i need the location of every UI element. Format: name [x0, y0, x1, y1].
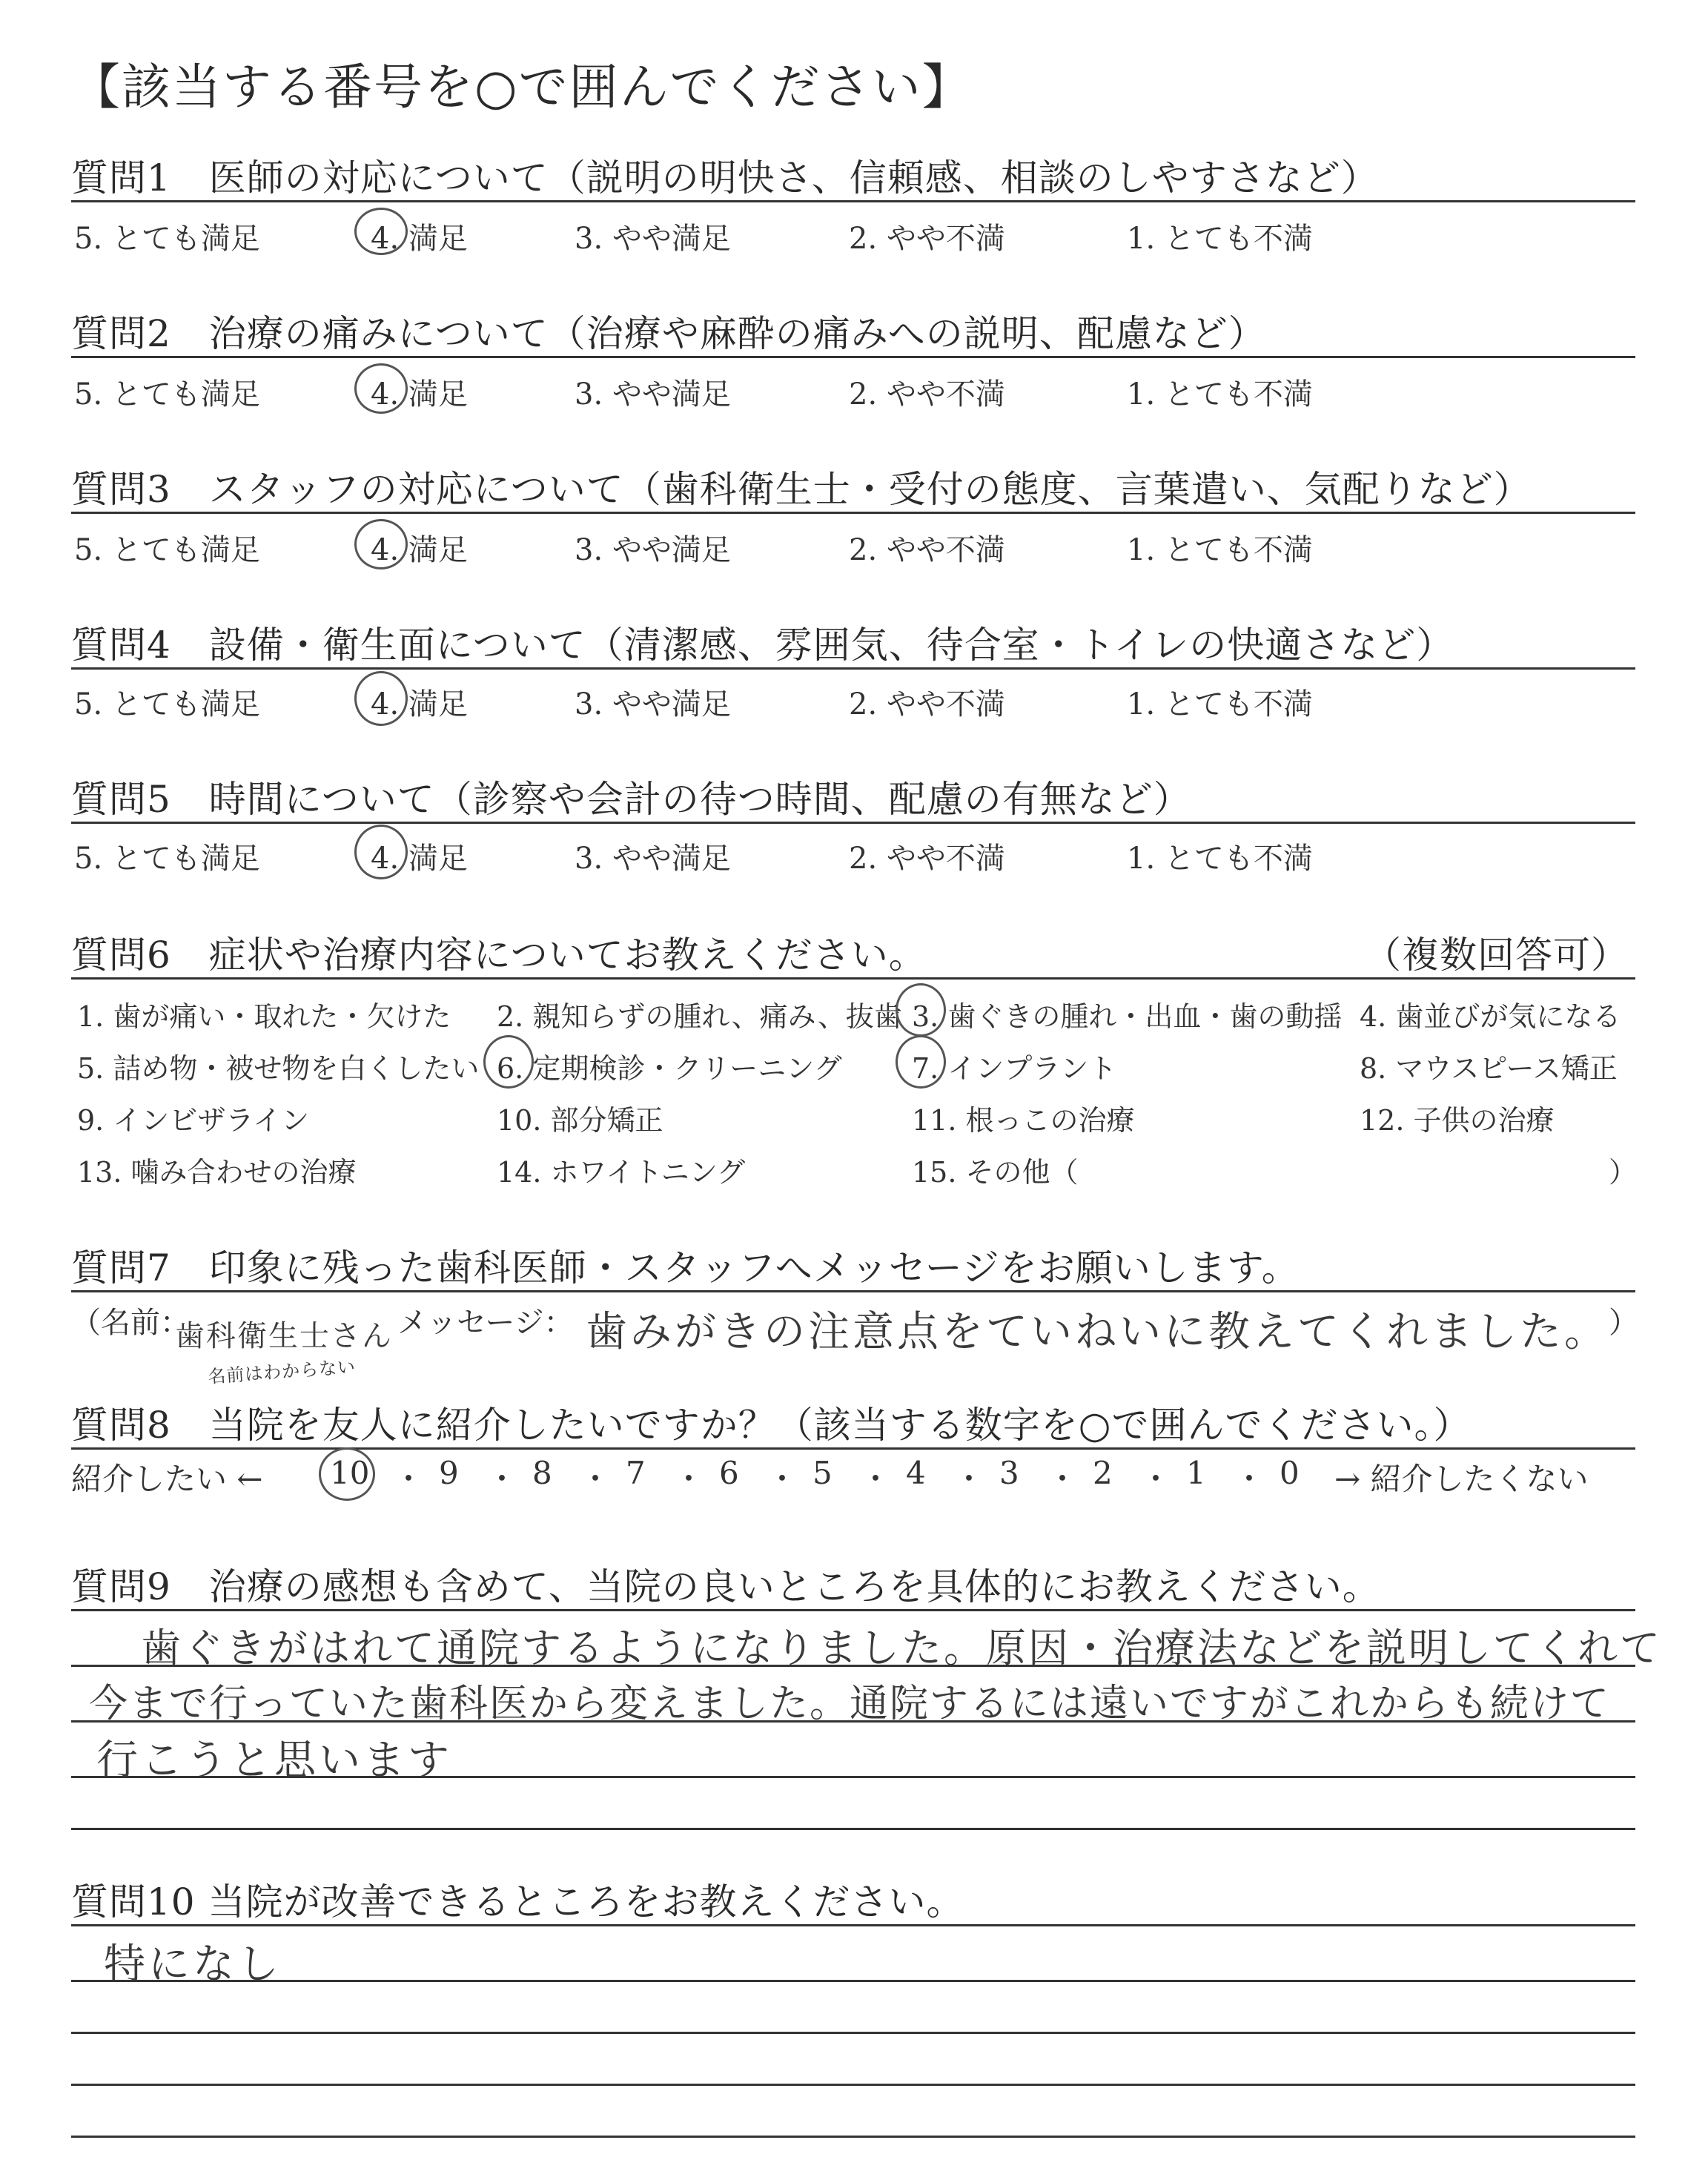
q2-opt4[interactable]: 4. 満足: [371, 377, 468, 412]
q2-opt5[interactable]: 5. とても満足: [74, 377, 260, 412]
q6-option-11[interactable]: 11. 根っこの治療: [912, 1104, 1135, 1137]
q6-option-10[interactable]: 10. 部分矯正: [497, 1104, 663, 1137]
q10-answer-rule: [71, 2084, 1635, 2086]
q8-sep: ・: [486, 1461, 518, 1497]
q6-option-3-circle: [896, 983, 946, 1037]
q8-sep: ・: [1234, 1461, 1265, 1497]
q1-opt3[interactable]: 3. やや満足: [575, 222, 731, 256]
q6-option-2[interactable]: 2. 親知らずの腫れ、痛み、抜歯: [497, 1000, 902, 1033]
q5-selected-circle: [354, 825, 408, 879]
q2-opt1[interactable]: 1. とても不満: [1127, 377, 1313, 412]
q2-opt2[interactable]: 2. やや不満: [849, 377, 1005, 412]
q2-opt3[interactable]: 3. やや満足: [575, 377, 731, 412]
q8-score-6[interactable]: 6: [719, 1455, 739, 1491]
q4-rule: [71, 667, 1635, 670]
q9-title: 質問9 治療の感想も含めて、当院の良いところを具体的にお教えください。: [71, 1565, 1380, 1608]
q8-score-3[interactable]: 3: [999, 1455, 1019, 1491]
q7-name-handwriting[interactable]: 歯科衛生士さん: [175, 1319, 393, 1353]
q9-answer-rule: [71, 1828, 1635, 1830]
q7-name-label: （名前：: [71, 1306, 190, 1340]
q8-score-7[interactable]: 7: [626, 1455, 646, 1491]
q6-option-15[interactable]: 15. その他（: [912, 1156, 1079, 1189]
q7-rule: [71, 1290, 1635, 1292]
q2-selected-circle: [354, 363, 408, 414]
q8-sep: ・: [953, 1461, 985, 1497]
q4-opt4[interactable]: 4. 満足: [371, 687, 468, 721]
q2-title: 質問2 治療の痛みについて（治療や麻酔の痛みへの説明、配慮など）: [71, 312, 1266, 355]
q4-opt2[interactable]: 2. やや不満: [849, 687, 1005, 721]
q9-answer-rule: [71, 1776, 1635, 1778]
q10-answer[interactable]: 特になし: [104, 1941, 282, 1989]
q5-opt5[interactable]: 5. とても満足: [74, 842, 260, 876]
q4-selected-circle: [354, 671, 408, 726]
q9-answer-line-2[interactable]: 今まで行っていた歯科医から変えました。通院するには遠いですがこれからも続けて: [89, 1682, 1611, 1726]
q8-score-1[interactable]: 1: [1186, 1455, 1206, 1491]
q8-score-4[interactable]: 4: [906, 1455, 926, 1491]
q10-answer-rule: [71, 2136, 1635, 2138]
q3-opt4[interactable]: 4. 満足: [371, 533, 468, 567]
q8-right-label: → 紹介したくない: [1334, 1461, 1589, 1497]
q8-left-label: 紹介したい ←: [71, 1461, 263, 1497]
q6-note: （複数回答可）: [1364, 934, 1629, 977]
q7-message-handwriting[interactable]: 歯みがきの注意点をていねいに教えてくれました。: [586, 1308, 1609, 1356]
q6-rule: [71, 977, 1635, 980]
q9-answer-rule: [71, 1720, 1635, 1723]
q8-score-2[interactable]: 2: [1093, 1455, 1113, 1491]
q8-sep: ・: [673, 1461, 705, 1497]
q8-score-5[interactable]: 5: [812, 1455, 833, 1491]
q8-sep: ・: [393, 1461, 425, 1497]
q2-rule: [71, 356, 1635, 358]
q6-option-6[interactable]: 6. 定期検診・クリーニング: [497, 1052, 842, 1085]
q5-opt4[interactable]: 4. 満足: [371, 842, 468, 876]
q8-rule: [71, 1447, 1635, 1450]
q6-option-7[interactable]: 7. インプラント: [912, 1052, 1117, 1085]
q10-answer-rule: [71, 1980, 1635, 1982]
q3-selected-circle: [354, 519, 408, 569]
q1-rule: [71, 200, 1635, 202]
q9-answer-rule: [71, 1665, 1635, 1667]
q3-title: 質問3 スタッフの対応について（歯科衛生士・受付の態度、言葉遣い、気配りなど）: [71, 468, 1532, 511]
q8-score-8[interactable]: 8: [532, 1455, 552, 1491]
q8-score-0[interactable]: 0: [1280, 1455, 1300, 1491]
q1-opt2[interactable]: 2. やや不満: [849, 222, 1005, 256]
q5-opt2[interactable]: 2. やや不満: [849, 842, 1005, 876]
q8-sep: ・: [1047, 1461, 1079, 1497]
q4-title: 質問4 設備・衛生面について（清潔感、雰囲気、待合室・トイレの快適さなど）: [71, 624, 1454, 667]
q8-sep: ・: [1140, 1461, 1172, 1497]
q8-score-9[interactable]: 9: [439, 1455, 459, 1491]
q8-score-10[interactable]: 10: [330, 1455, 370, 1491]
q8-title: 質問8 当院を友人に紹介したいですか？（該当する数字を○で囲んでください。）: [71, 1404, 1472, 1447]
q5-rule: [71, 822, 1635, 824]
q6-title: 質問6 症状や治療内容についてお教えください。: [71, 934, 927, 977]
q4-opt5[interactable]: 5. とても満足: [74, 687, 260, 721]
q10-title: 質問10 当院が改善できるところをお教えください。: [71, 1880, 964, 1923]
q10-rule: [71, 1924, 1635, 1926]
q6-option-7-circle: [896, 1035, 946, 1089]
q6-option-14[interactable]: 14. ホワイトニング: [497, 1156, 746, 1189]
q5-title: 質問5 時間について（診察や会計の待つ時間、配慮の有無など）: [71, 778, 1191, 821]
q3-rule: [71, 512, 1635, 514]
q8-selected-circle: [319, 1447, 375, 1501]
q6-option-5[interactable]: 5. 詰め物・被せ物を白くしたい: [77, 1052, 480, 1085]
q1-opt1[interactable]: 1. とても不満: [1127, 222, 1313, 256]
q6-option-13[interactable]: 13. 噛み合わせの治療: [77, 1156, 357, 1189]
q4-opt3[interactable]: 3. やや満足: [575, 687, 731, 721]
q7-name-handwriting-note: 名前はわからない: [207, 1356, 357, 1387]
q9-answer-line-3[interactable]: 行こうと思います: [96, 1737, 452, 1785]
q6-option-4[interactable]: 4. 歯並びが気になる: [1360, 1000, 1621, 1033]
q6-option-9[interactable]: 9. インビザライン: [77, 1104, 310, 1137]
page-title: 【該当する番号を○で囲んでください】: [71, 59, 973, 116]
q1-opt5[interactable]: 5. とても満足: [74, 222, 260, 256]
q1-opt4[interactable]: 4. 満足: [371, 222, 468, 256]
q8-sep: ・: [767, 1461, 798, 1497]
q7-title: 質問7 印象に残った歯科医師・スタッフへメッセージをお願いします。: [71, 1246, 1300, 1289]
q6-option-3[interactable]: 3. 歯ぐきの腫れ・出血・歯の動揺: [912, 1000, 1343, 1033]
q7-close: ）: [1609, 1306, 1638, 1340]
q3-opt2[interactable]: 2. やや不満: [849, 533, 1005, 567]
q3-opt1[interactable]: 1. とても不満: [1127, 533, 1313, 567]
q10-answer-rule: [71, 2032, 1635, 2034]
q5-opt3[interactable]: 3. やや満足: [575, 842, 731, 876]
q6-other-close: ）: [1609, 1156, 1638, 1189]
q7-message-label: メッセージ：: [397, 1306, 574, 1340]
q6-option-8[interactable]: 8. マウスピース矯正: [1360, 1052, 1618, 1085]
q1-title: 質問1 医師の対応について（説明の明快さ、信頼感、相談のしやすさなど）: [71, 156, 1379, 199]
q1-selected-circle: [354, 208, 408, 255]
q3-opt5[interactable]: 5. とても満足: [74, 533, 260, 567]
q9-rule: [71, 1609, 1635, 1611]
q6-option-1[interactable]: 1. 歯が痛い・取れた・欠けた: [77, 1000, 451, 1033]
q4-opt1[interactable]: 1. とても不満: [1127, 687, 1313, 721]
q8-sep: ・: [580, 1461, 612, 1497]
q6-option-12[interactable]: 12. 子供の治療: [1360, 1104, 1555, 1137]
q6-option-6-circle: [483, 1035, 534, 1089]
q3-opt3[interactable]: 3. やや満足: [575, 533, 731, 567]
q9-answer-line-1[interactable]: 歯ぐきがはれて通院するようになりました。原因・治療法などを説明してくれて: [141, 1625, 1662, 1671]
q8-sep: ・: [860, 1461, 892, 1497]
q5-opt1[interactable]: 1. とても不満: [1127, 842, 1313, 876]
